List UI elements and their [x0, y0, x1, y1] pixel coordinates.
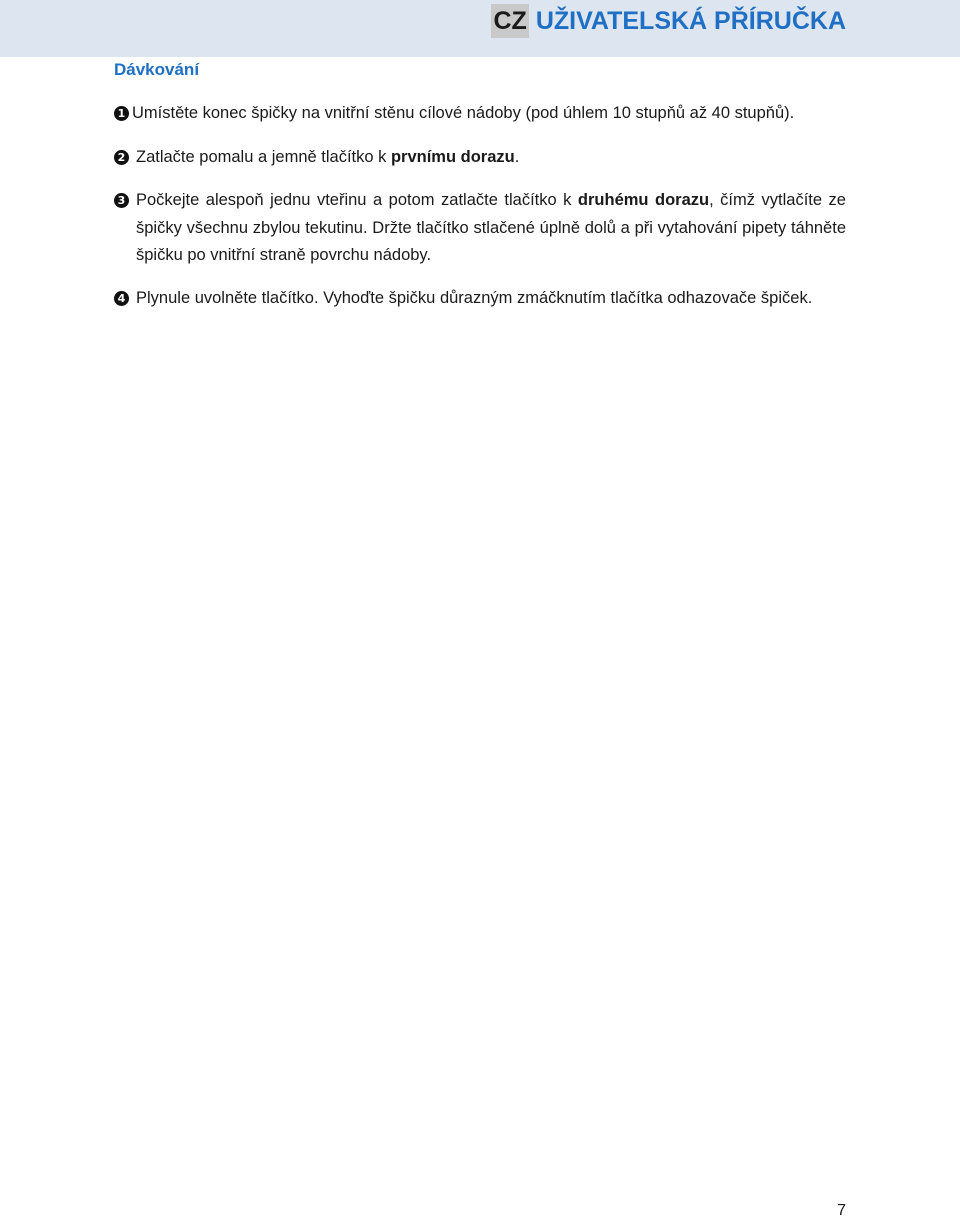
step-3-emphasis: druhému dorazu: [577, 191, 710, 209]
step-number-4-icon: 4: [114, 291, 129, 306]
step-3-text: [136, 187, 846, 270]
manual-title: UŽIVATELSKÁ PŘÍRUČKA: [535, 7, 846, 35]
step-3-text-end: , čímž vytlačíte ze špičky všechnu zbylou tekutinu. Držte tlačítko stlačené úplně dolů a při vytahování pipety táhněte špičku po vnitřní straně povrchu nádoby.: [136, 191, 846, 264]
document-header: [491, 4, 846, 38]
step-4-text: [136, 285, 846, 313]
step-number-3-icon: 3: [114, 193, 129, 208]
step-2-text-end: .: [514, 148, 520, 166]
page-number: 7: [837, 1202, 846, 1219]
step-1-text-part: Umístěte konec špičky na vnitřní stěnu cílové nádoby (pod úhlem 10 stupňů až 40 stupňů).: [132, 104, 795, 122]
step-2: [114, 144, 846, 172]
step-1-text: [132, 100, 846, 128]
step-1: [114, 100, 846, 128]
step-2-text: [136, 144, 846, 172]
step-3-text-part: Počkejte alespoň jednu vteřinu a potom zatlačte tlačítko k: [136, 191, 578, 209]
section-heading: Dávkování: [114, 60, 200, 79]
step-2-text-part: Zatlačte pomalu a jemně tlačítko k: [136, 148, 391, 166]
step-2-emphasis: prvnímu dorazu: [390, 148, 515, 166]
step-4: [114, 285, 846, 313]
language-code-badge: CZ: [491, 4, 528, 38]
step-3: [114, 187, 846, 270]
step-4-text-part: Plynule uvolněte tlačítko. Vyhoďte špičku důrazným zmáčknutím tlačítka odhazovače špiček.: [136, 289, 813, 307]
step-number-2-icon: 2: [114, 150, 129, 165]
step-number-1-icon: 1: [114, 106, 129, 121]
